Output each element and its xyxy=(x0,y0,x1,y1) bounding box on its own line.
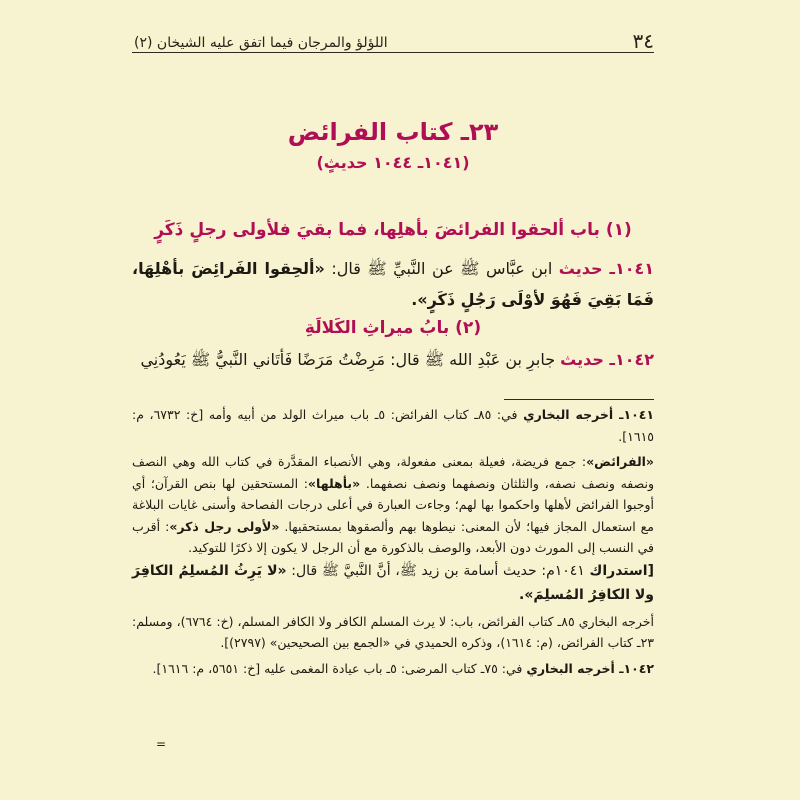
istidrak-source xyxy=(132,611,654,654)
term-awla-rajul: «لأولى رجل ذكر» xyxy=(169,518,280,534)
istidrak-quote: «لا يَرِثُ المُسلِمُ الكافِرَ ولا الكافِرُ المُسلِمَ». xyxy=(132,562,654,603)
header-rule xyxy=(132,52,654,53)
explanation-text: : المستحقين لها بنص القرآن؛ أي أوجبوا الفرائض لأهلها واحكموا بها لهم؛ وجاءت العبارة في أعلى درجات الفصاحة وأسنى غايات البلاغة مع استعمال المجاز فيها؛ لأن المعنى: نيطوها بهم وألصقوها بمستحقيها. xyxy=(132,475,654,534)
chapter-hadith-range: (١٠٤١ـ ١٠٤٤ حديثٍ) xyxy=(316,153,470,172)
explanation-text: : أقرب في النسب إلى المورث دون الأبعد، والوصف بالذكورة مع أن الرجل لا يكون إلا ذكرًا للتوكيد. xyxy=(132,518,654,555)
footnote-explanation xyxy=(132,451,654,559)
source-text: أخرجه البخاري ٨٥ـ كتاب الفرائض، باب: لا يرث المسلم الكافر ولا الكافر المسلم، (خ: ٦٧٦٤)، ومسلم: ٢٣ـ كتاب الفرائض، (م: ١٦١٤)، وذكره الحميدي في «الجمع بين الصحيحين» (٢٧٩٧)]. xyxy=(132,613,654,650)
term-faraid: «الفرائض» xyxy=(586,454,654,469)
page-number: ٣٤ xyxy=(632,29,654,53)
hadith-1041 xyxy=(132,253,654,315)
hadith-quote: «ألحِقوا الفَرائِضَ بأهْلِهَا، فَمَا بَقِيَ فَهُوَ لأوْلَى رَجُلٍ ذَكَرٍ». xyxy=(132,259,654,309)
hadith-number: ١٠٤١ـ حديث xyxy=(558,259,655,278)
hadith-1042 xyxy=(132,344,654,375)
page-header xyxy=(134,25,654,51)
hadith-number: ١٠٤٢ـ حديث xyxy=(560,350,654,369)
section-heading-1: (١) باب ألحقوا الفرائضَ بأهلِها، فما بقيَ فلأولى رجلٍ ذَكَرٍ xyxy=(154,220,632,240)
footnote-1042 xyxy=(132,658,654,680)
explanation-text: : جمع فريضة، فعيلة بمعنى مفعولة، وهي الأنصباء المقدَّرة في كتاب الله وهي النصف ونصفه ونصف نصفه، والثلثان ونصفهما ونصف نصفهما. xyxy=(132,454,654,491)
chapter-title: ٢٣ـ كتاب الفرائض xyxy=(287,118,499,146)
footnote-text: في: ٨٥ـ كتاب الفرائض: ٥ـ باب ميراث الولد من أبيه وأمه [خ: ٦٧٣٢، م: ١٦١٥]. xyxy=(132,407,654,444)
footnote-lead: ١٠٤٢ـ أخرجه البخاري xyxy=(526,660,654,676)
continuation-marker: = xyxy=(156,737,167,751)
hadith-text: جابرِ بن عَبْدِ الله ﷺ قال: مَرِضْتُ مَرَضًا فَأتَاني النَّبيُّ ﷺ يَعُودُنِي xyxy=(140,350,561,369)
footnote-text: في: ٧٥ـ كتاب المرضى: ٥ـ باب عيادة المغمى عليه [خ: ٥٦٥١، م: ١٦١٦]. xyxy=(152,660,527,676)
running-title: اللؤلؤ والمرجان فيما اتفق عليه الشيخان (٢) xyxy=(134,35,388,51)
footnote-lead: ١٠٤١ـ أخرجه البخاري xyxy=(523,407,654,422)
istidrak-text: ١٠٤١م: حديث أسامة بن زيد ﷺ، أنَّ النَّبيَّ ﷺ قال: xyxy=(286,562,590,579)
section-heading-2: (٢) بابُ ميراثِ الكَلالَةِ xyxy=(304,318,482,338)
istidrak-note xyxy=(132,559,654,607)
footnotes xyxy=(132,404,654,679)
footnote-rule xyxy=(504,399,654,400)
hadith-text: ابن عبَّاس ﷺ عن النَّبيِّ ﷺ قال: xyxy=(324,259,559,278)
istidrak-lead: [استدراك xyxy=(589,562,654,579)
footnote-1041 xyxy=(132,404,654,447)
term-bi-ahliha: «بأهلها» xyxy=(307,475,361,491)
